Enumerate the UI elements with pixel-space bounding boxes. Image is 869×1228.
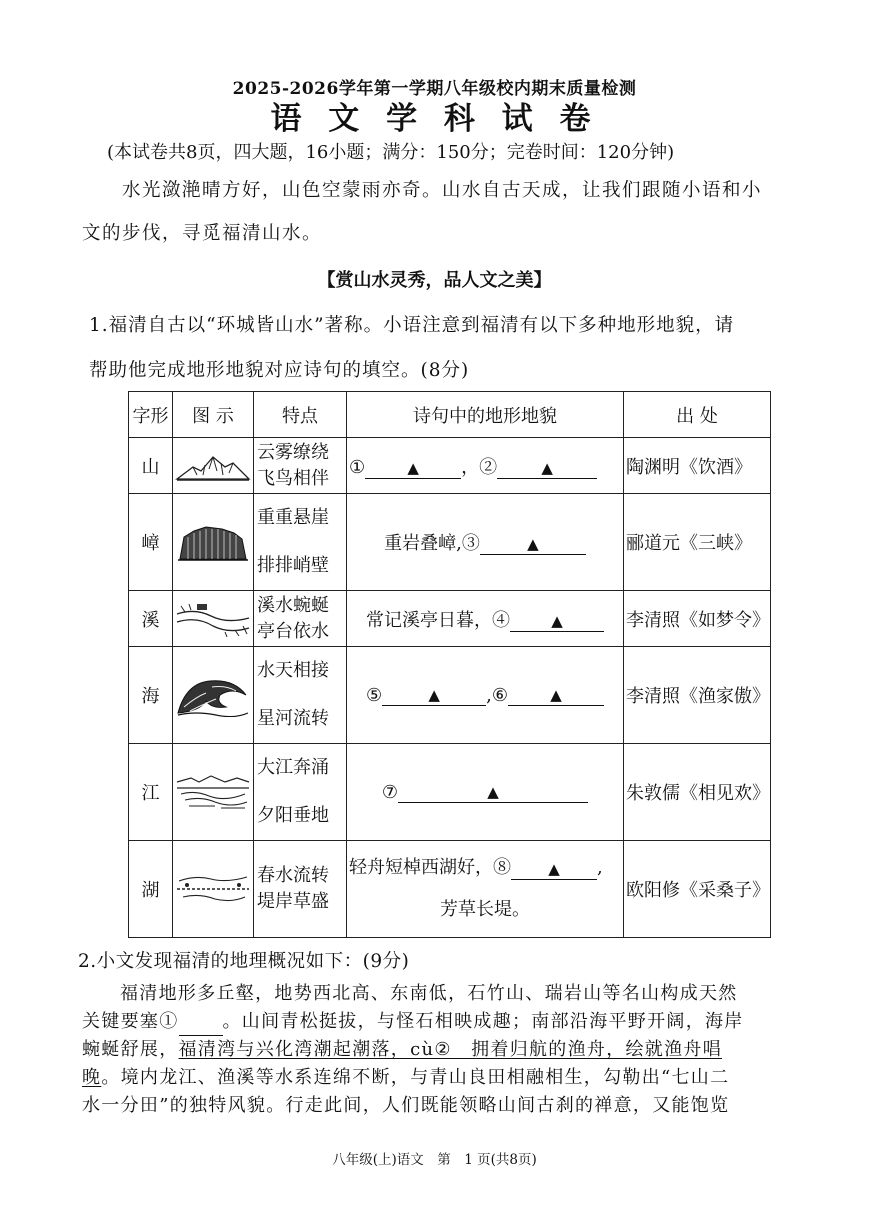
triangle-marker: ▲ [551,611,563,630]
header-feature: 特点 [254,392,347,438]
answer-blank[interactable] [398,782,588,803]
blank-number: ⑧ [493,857,511,878]
poem-blank-cell [347,744,624,841]
poem-source: 朱敦儒《相见欢》 [624,744,771,841]
feature-2: 堤岸草盛 [257,891,329,912]
poem-blank-cell [347,438,624,494]
blank-number: ① [349,456,366,478]
table-row [129,841,771,938]
row-features [254,591,347,647]
poem-source: 欧阳修《采桑子》 [624,841,771,938]
table-row [129,744,771,841]
page-footer: 八年级(上)语文 第 1 页(共8页) [332,1152,537,1168]
triangle-marker: ▲ [527,535,539,553]
feature-1: 云雾缭绕 [257,441,329,463]
poem-blank-cell [347,841,624,938]
triangle-marker: ▲ [550,685,562,704]
header-landform: 诗句中的地形地貌 [347,392,624,438]
passage-text: 蜿蜒舒展， [82,1039,179,1060]
q2-heading: 2.小文发现福清的地理概况如下：(9分) [78,951,410,972]
row-char: 湖 [129,841,173,938]
feature-1: 大江奔涌 [257,757,329,778]
passage-line [82,1008,744,1036]
passage-line [82,1064,744,1092]
subject-title: 语 文 学 科 试 卷 [270,101,599,137]
answer-blank[interactable] [511,859,597,880]
intro-line-1: 水光潋滟晴方好，山色空蒙雨亦奇。山水自古天成，让我们跟随小语和小 [122,180,763,201]
blank-number: ⑦ [381,781,399,803]
underlined-sentence: 福清湾与兴化湾潮起潮落，cù② 拥着归航的渔舟，绘就渔舟唱 [178,1039,723,1060]
table-row [129,438,771,494]
cliff-illustration [173,494,254,591]
lake-illustration [173,841,254,938]
passage-line: 福清地形多丘壑，地势西北高、东南低，石竹山、瑞岩山等名山构成天然 [120,983,738,1004]
answer-blank[interactable] [510,611,604,632]
feature-2: 亭台依水 [257,620,329,642]
poem-source: 李清照《渔家傲》 [624,647,771,744]
row-features [254,494,347,591]
feature-1: 水天相接 [257,660,329,681]
row-char: 山 [129,438,173,494]
row-features [254,744,347,841]
feature-1: 重重悬崖 [257,507,329,528]
blank-number: ③ [461,533,480,554]
feature-2: 排排峭壁 [257,555,329,576]
row-features [254,841,347,938]
q2-passage [82,980,744,1120]
triangle-marker: ▲ [407,458,419,477]
row-char: 嶂 [129,494,173,591]
feature-1: 溪水蜿蜒 [257,594,329,616]
header-source: 出 处 [624,392,771,438]
q1-line-2: 帮助他完成地形地貌对应诗句的填空。(8分) [89,360,470,381]
underlined-sentence: 晚 [82,1067,102,1088]
feature-2: 夕阳垂地 [257,805,329,826]
landform-table [128,391,771,938]
intro-line-2: 文的步伐，寻觅福清山水。 [82,223,323,244]
blank-number: ⑥ [491,684,508,706]
row-features [254,647,347,744]
triangle-marker: ▲ [541,458,553,477]
poem-source: 李清照《如梦令》 [624,591,771,647]
answer-blank[interactable] [382,685,486,706]
poem-prefix: 常记溪亭日暮， [366,609,492,631]
answer-blank[interactable] [365,458,461,479]
poem-suffix: , [597,857,603,878]
passage-text: 。山间青松挺拔，与怪石相映成趣；南部沿海平野开阔，海岸 [222,1011,744,1032]
exam-info: (本试卷共8页，四大题，16小题；满分：150分；完卷时间：120分钟) [107,142,675,163]
poem-blank-cell [347,591,624,647]
stream-illustration [173,591,254,647]
exam-title: 2025-2026学年第一学期八年级校内期末质量检测 [232,79,637,99]
blank-number: ④ [492,609,510,631]
poem-line-2: 芳草长堤。 [440,899,530,920]
row-char: 溪 [129,591,173,647]
triangle-marker: ▲ [428,685,440,704]
poem-line-1 [347,856,623,880]
poem-source: 郦道元《三峡》 [624,494,771,591]
separator: ， [461,456,480,478]
blank-number: ② [479,456,498,478]
table-header-row [129,392,771,438]
answer-blank[interactable] [497,458,597,479]
passage-line: 水一分田”的独特风貌。行走此间，人们既能领略山间古刹的禅意，又能饱览 [82,1095,730,1116]
blank-number: ⑤ [365,684,383,706]
feature-1: 春水流转 [257,865,329,886]
feature-2: 星河流转 [257,708,329,729]
row-char: 江 [129,744,173,841]
poem-prefix: 重岩叠嶂, [384,533,462,554]
poem-blank-cell [347,647,624,744]
triangle-marker: ▲ [487,782,499,801]
header-picture: 图 示 [173,392,254,438]
row-features [254,438,347,494]
triangle-marker: ▲ [548,860,560,878]
answer-blank[interactable] [508,685,604,706]
feature-2: 飞鸟相伴 [257,467,329,489]
poem-prefix: 轻舟短棹西湖好， [349,857,493,878]
separator: , [486,684,492,706]
table-row [129,494,771,591]
passage-line [82,1036,744,1064]
wave-illustration [173,647,254,744]
section-title: 【赏山水灵秀，品人文之美】 [317,270,552,291]
answer-blank[interactable] [179,1017,223,1036]
row-char: 海 [129,647,173,744]
header-char: 字形 [129,392,173,438]
table-row [129,591,771,647]
poem-source: 陶渊明《饮酒》 [624,438,771,494]
table-row [129,647,771,744]
mountain-illustration [173,438,254,494]
q1-line-1: 1.福清自古以“环城皆山水”著称。小语注意到福清有以下多种地形地貌，请 [89,315,735,336]
river-illustration [173,744,254,841]
answer-blank[interactable] [480,534,586,555]
passage-text: 。境内龙江、渔溪等水系连绵不断，与青山良田相融相生，勾勒出“七山二 [101,1067,730,1088]
passage-text: 关键要塞① [82,1011,179,1032]
poem-blank-cell [347,494,624,591]
